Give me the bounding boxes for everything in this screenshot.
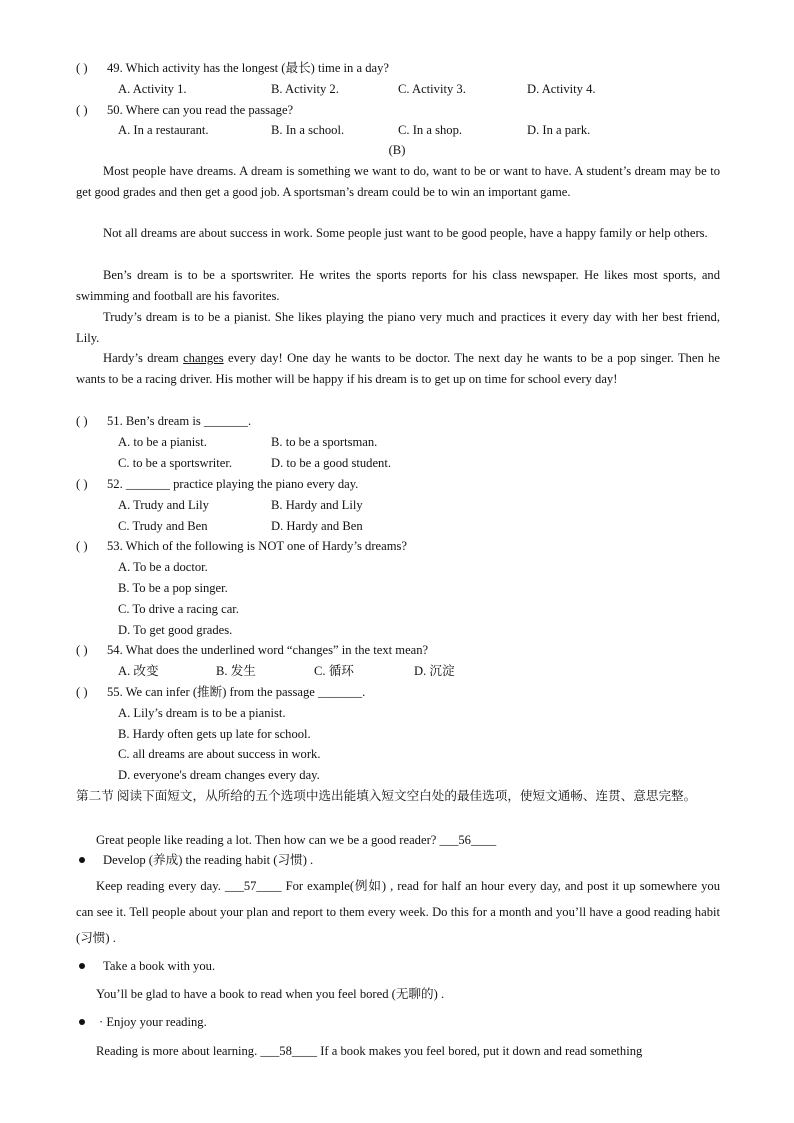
- answer-blank-51[interactable]: ( ): [76, 414, 88, 428]
- section-2-paragraph-3: Reading is more about learning. ___58____ If a book makes you feel bored, put it down and read something: [96, 1044, 643, 1058]
- q52-option-c[interactable]: C. Trudy and Ben: [118, 519, 208, 533]
- q52-option-b[interactable]: B. Hardy and Lily: [271, 498, 363, 512]
- bullet-dot-2: [79, 963, 85, 969]
- q55-option-b[interactable]: B. Hardy often gets up late for school.: [118, 727, 311, 741]
- underlined-word-changes: changes: [183, 351, 224, 365]
- question-54-stem: 54. What does the underlined word “changes” in the text mean?: [107, 643, 429, 657]
- passage-b-paragraph-5: [76, 348, 720, 390]
- q53-option-a[interactable]: A. To be a doctor.: [118, 560, 208, 574]
- question-50-stem: 50. Where can you read the passage?: [107, 103, 294, 117]
- answer-blank-53[interactable]: ( ): [76, 539, 88, 553]
- bullet-3-heading: · Enjoy your reading.: [99, 1015, 207, 1029]
- passage-b-paragraph-2: Not all dreams are about success in work. Some people just want to be good people, have a happy family or help others.: [103, 226, 708, 240]
- section-b-heading: (B): [388, 143, 406, 157]
- question-49-stem: 49. Which activity has the longest (最长) time in a day?: [107, 61, 390, 75]
- q53-option-c[interactable]: C. To drive a racing car.: [118, 602, 239, 616]
- q52-option-d[interactable]: D. Hardy and Ben: [271, 519, 363, 533]
- section-2-paragraph-1: Keep reading every day. ___57____ For example(例如) , read for half an hour every day, and post it up somewhere you can see it. Tell people about your plan and report to them every week. Do this for a month and you’ll have a good reading habit (习惯) .: [76, 879, 720, 945]
- q49-option-b[interactable]: B. Activity 2.: [271, 82, 339, 96]
- q51-option-d[interactable]: D. to be a good student.: [271, 456, 391, 470]
- q50-option-b[interactable]: B. In a school.: [271, 123, 345, 137]
- q52-option-a[interactable]: A. Trudy and Lily: [118, 498, 209, 512]
- bullet-dot-1: [79, 857, 85, 863]
- paragraph-5-start: Hardy’s dream: [103, 351, 184, 365]
- q55-option-d[interactable]: D. everyone's dream changes every day.: [118, 768, 320, 782]
- question-52-stem: 52. _______ practice playing the piano every day.: [107, 477, 359, 491]
- q51-option-c[interactable]: C. to be a sportswriter.: [118, 456, 233, 470]
- question-51-stem: 51. Ben’s dream is _______.: [107, 414, 252, 428]
- q55-option-c[interactable]: C. all dreams are about success in work.: [118, 747, 321, 761]
- passage-b-paragraph-4: Trudy’s dream is to be a pianist. She likes playing the piano very much and practices it every day with her best friend, Lily.: [76, 310, 720, 345]
- bullet-dot-3: [79, 1019, 85, 1025]
- answer-blank-54[interactable]: ( ): [76, 643, 88, 657]
- section-2-paragraph-2: You’ll be glad to have a book to read when you feel bored (无聊的) .: [96, 987, 445, 1001]
- q49-option-a[interactable]: A. Activity 1.: [118, 82, 187, 96]
- passage-b-paragraph-1: Most people have dreams. A dream is something we want to do, want to be or want to have. A student’s dream may be to get good grades and then get a good job. A sportsman’s dream could be to win an important game.: [76, 164, 720, 199]
- q53-option-b[interactable]: B. To be a pop singer.: [118, 581, 228, 595]
- q49-option-c[interactable]: C. Activity 3.: [398, 82, 466, 96]
- paragraph-5-rest: every day! One day he wants to be doctor. The next day he wants to be a pop singer. Then he wants to be a racing driver. His mother will be happy if his dream is to get up on time for school every day!: [76, 351, 720, 386]
- q50-option-d[interactable]: D. In a park.: [527, 123, 591, 137]
- q55-option-a[interactable]: A. Lily’s dream is to be a pianist.: [118, 706, 286, 720]
- answer-blank-49[interactable]: ( ): [76, 61, 88, 75]
- answer-blank-50[interactable]: ( ): [76, 103, 88, 117]
- section-2-intro: Great people like reading a lot. Then how can we be a good reader? ___56____: [96, 833, 497, 847]
- q51-option-b[interactable]: B. to be a sportsman.: [271, 435, 378, 449]
- q53-option-d[interactable]: D. To get good grades.: [118, 623, 233, 637]
- q54-option-b[interactable]: B. 发生: [216, 664, 256, 678]
- passage-b-paragraph-3: Ben’s dream is to be a sportswriter. He writes the sports reports for his class newspaper. He likes most sports, and swimming and football are his favorites.: [76, 268, 720, 303]
- question-53-stem: 53. Which of the following is NOT one of Hardy’s dreams?: [107, 539, 407, 553]
- q50-option-c[interactable]: C. In a shop.: [398, 123, 463, 137]
- q51-option-a[interactable]: A. to be a pianist.: [118, 435, 207, 449]
- answer-blank-52[interactable]: ( ): [76, 477, 88, 491]
- bullet-2-heading: Take a book with you.: [103, 959, 216, 973]
- answer-blank-55[interactable]: ( ): [76, 685, 88, 699]
- q49-option-d[interactable]: D. Activity 4.: [527, 82, 596, 96]
- q54-option-c[interactable]: C. 循环: [314, 664, 354, 678]
- q54-option-d[interactable]: D. 沉淀: [414, 664, 455, 678]
- q50-option-a[interactable]: A. In a restaurant.: [118, 123, 209, 137]
- question-55-stem: 55. We can infer (推断) from the passage _______.: [107, 685, 366, 699]
- bullet-1-heading: Develop (养成) the reading habit (习惯) .: [103, 853, 314, 867]
- section-2-instructions: 第二节 阅读下面短文，从所给的五个选项中选出能填入短文空白处的最佳选项，使短文通畅、连贯、意思完整。: [76, 789, 697, 803]
- q54-option-a[interactable]: A. 改变: [118, 664, 159, 678]
